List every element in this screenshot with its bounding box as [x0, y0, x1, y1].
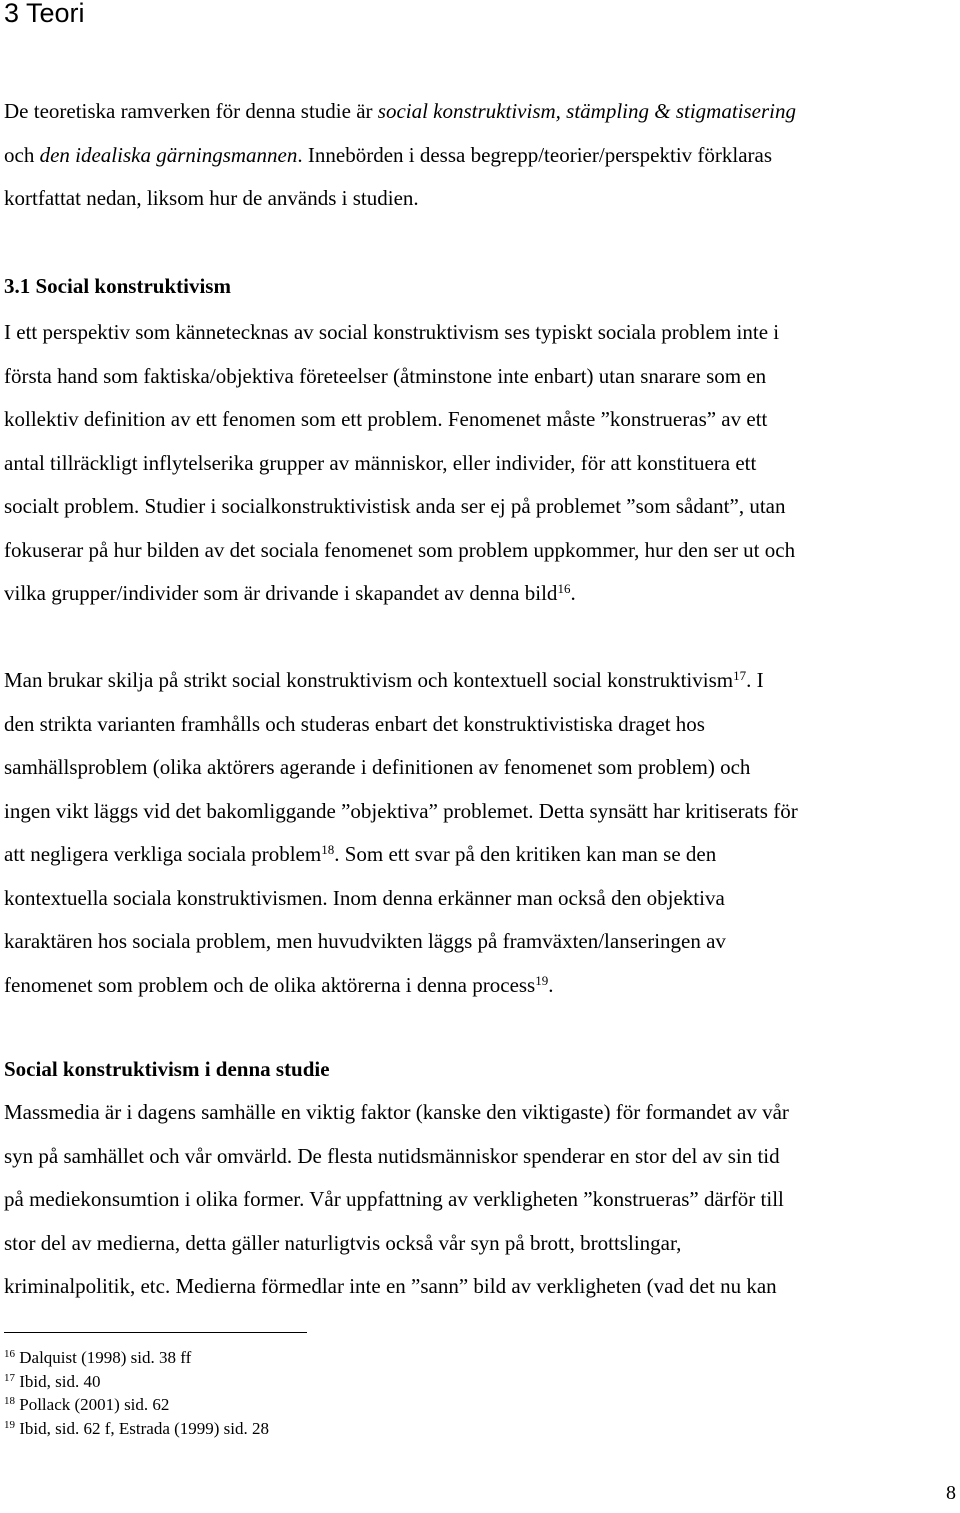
footnote — [4, 1370, 269, 1394]
footnote-ref: 16 — [557, 581, 571, 596]
text-line: kortfattat nedan, liksom hur de används i studien. — [4, 186, 419, 210]
text-line: karaktären hos sociala problem, men huvudvikten läggs på framväxten/lanseringen av — [4, 929, 726, 953]
text-line: den strikta varianten framhålls och studeras enbart det konstruktivistiska draget hos — [4, 711, 705, 736]
text-run: De teoretiska ramverken för denna studie är — [4, 99, 378, 123]
paragraph-denna-studie — [4, 1091, 956, 1309]
text-line: I ett perspektiv som kännetecknas av social konstruktivism ses typiskt sociala problem inte i — [4, 320, 780, 344]
footnote-text: Ibid, sid. 40 — [19, 1371, 101, 1391]
text-line: ingen vikt läggs vid det bakomliggande ”objektiva” problemet. Detta synsätt har kritiserats för — [4, 798, 798, 823]
text-line: kollektiv definition av ett fenomen som ett problem. Fenomenet måste ”konstrueras” av ett — [4, 407, 768, 431]
text-line: antal tillräckligt inflytelserika grupper av människor, eller individer, för att konstituera ett — [4, 450, 757, 475]
text-line: Massmedia är i dagens samhälle en viktig faktor (kanske den viktigaste) för formandet av vår — [4, 1100, 789, 1124]
text-run: . — [570, 581, 576, 605]
text-line — [4, 964, 956, 1008]
footnote — [4, 1417, 269, 1441]
text-line — [4, 833, 956, 877]
text-line — [4, 572, 956, 616]
text-line: socialt problem. Studier i socialkonstruktivistisk anda ser ej på problemet ”som sådant”, utan — [4, 494, 786, 518]
page-number: 8 — [946, 1482, 956, 1504]
text-run: . I — [746, 668, 764, 692]
text-line: fokuserar på hur bilden av det sociala fenomenet som problem uppkommer, hur den ser ut och — [4, 537, 796, 562]
footnote-text: Pollack (2001) sid. 62 — [19, 1395, 170, 1414]
text-line — [4, 134, 956, 178]
text-run: . — [548, 972, 554, 997]
subsection-title: Social konstruktivism i denna studie — [4, 1057, 330, 1081]
text-run: . Innebörden i dessa begrepp/teorier/perspektiv förklaras — [297, 142, 773, 167]
text-line: syn på samhället och vår omvärld. De flesta nutidsmänniskor spenderar en stor del av sin tid — [4, 1143, 780, 1168]
text-line: första hand som faktiska/objektiva företeelser (åtminstone inte enbart) utan snarare som en — [4, 363, 767, 388]
footnote-ref: 19 — [535, 972, 549, 988]
footnote — [4, 1393, 269, 1417]
text-line — [4, 659, 956, 703]
paragraph-strikt-kontextuell — [4, 659, 956, 1007]
text-line: stor del av medierna, detta gäller naturligtvis också vår syn på brott, brottslingar, — [4, 1230, 682, 1255]
footnote-number: 18 — [4, 1395, 15, 1407]
footnote-text: Dalquist (1998) sid. 38 ff — [19, 1348, 192, 1367]
text-run: Man brukar skilja på strikt social konstruktivism och kontextuell social konstruktivism — [4, 668, 734, 692]
footnote-number: 17 — [4, 1371, 15, 1384]
text-line: kontextuella sociala konstruktivismen. Inom denna erkänner man också den objektiva — [4, 885, 725, 910]
intro-paragraph — [4, 90, 956, 221]
text-run: och — [4, 142, 40, 167]
emphasis-text: den idealiska gärningsmannen — [39, 142, 298, 167]
text-line: samhällsproblem (olika aktörers agerande i definitionen av fenomenet som problem) och — [4, 755, 751, 779]
footnote-ref: 18 — [321, 842, 335, 857]
text-run: fenomenet som problem och de olika aktörerna i denna process — [4, 972, 536, 997]
footnotes — [4, 1346, 269, 1440]
footnote-divider — [4, 1332, 307, 1333]
footnote-number: 19 — [4, 1418, 15, 1431]
text-line: kriminalpolitik, etc. Medierna förmedlar inte en ”sann” bild av verkligheten (vad det nu kan — [4, 1274, 777, 1298]
text-run: . Som ett svar på den kritiken kan man se den — [334, 842, 717, 866]
text-run: att negligera verkliga sociala problem — [4, 842, 322, 866]
footnote-ref: 17 — [733, 668, 747, 683]
text-run: vilka grupper/individer som är drivande i skapandet av denna bild — [4, 581, 558, 605]
chapter-title: 3 Teori — [4, 0, 85, 28]
section-title: 3.1 Social konstruktivism — [4, 274, 231, 298]
footnote-text: Ibid, sid. 62 f, Estrada (1999) sid. 28 — [19, 1418, 270, 1438]
footnote — [4, 1346, 269, 1370]
text-line: på mediekonsumtion i olika former. Vår uppfattning av verkligheten ”konstrueras” därför till — [4, 1187, 784, 1211]
footnote-number: 16 — [4, 1348, 15, 1360]
emphasis-text: social konstruktivism, stämpling & stigmatisering — [377, 99, 797, 123]
text-line — [4, 90, 956, 134]
paragraph-social-konstruktivism — [4, 311, 956, 616]
